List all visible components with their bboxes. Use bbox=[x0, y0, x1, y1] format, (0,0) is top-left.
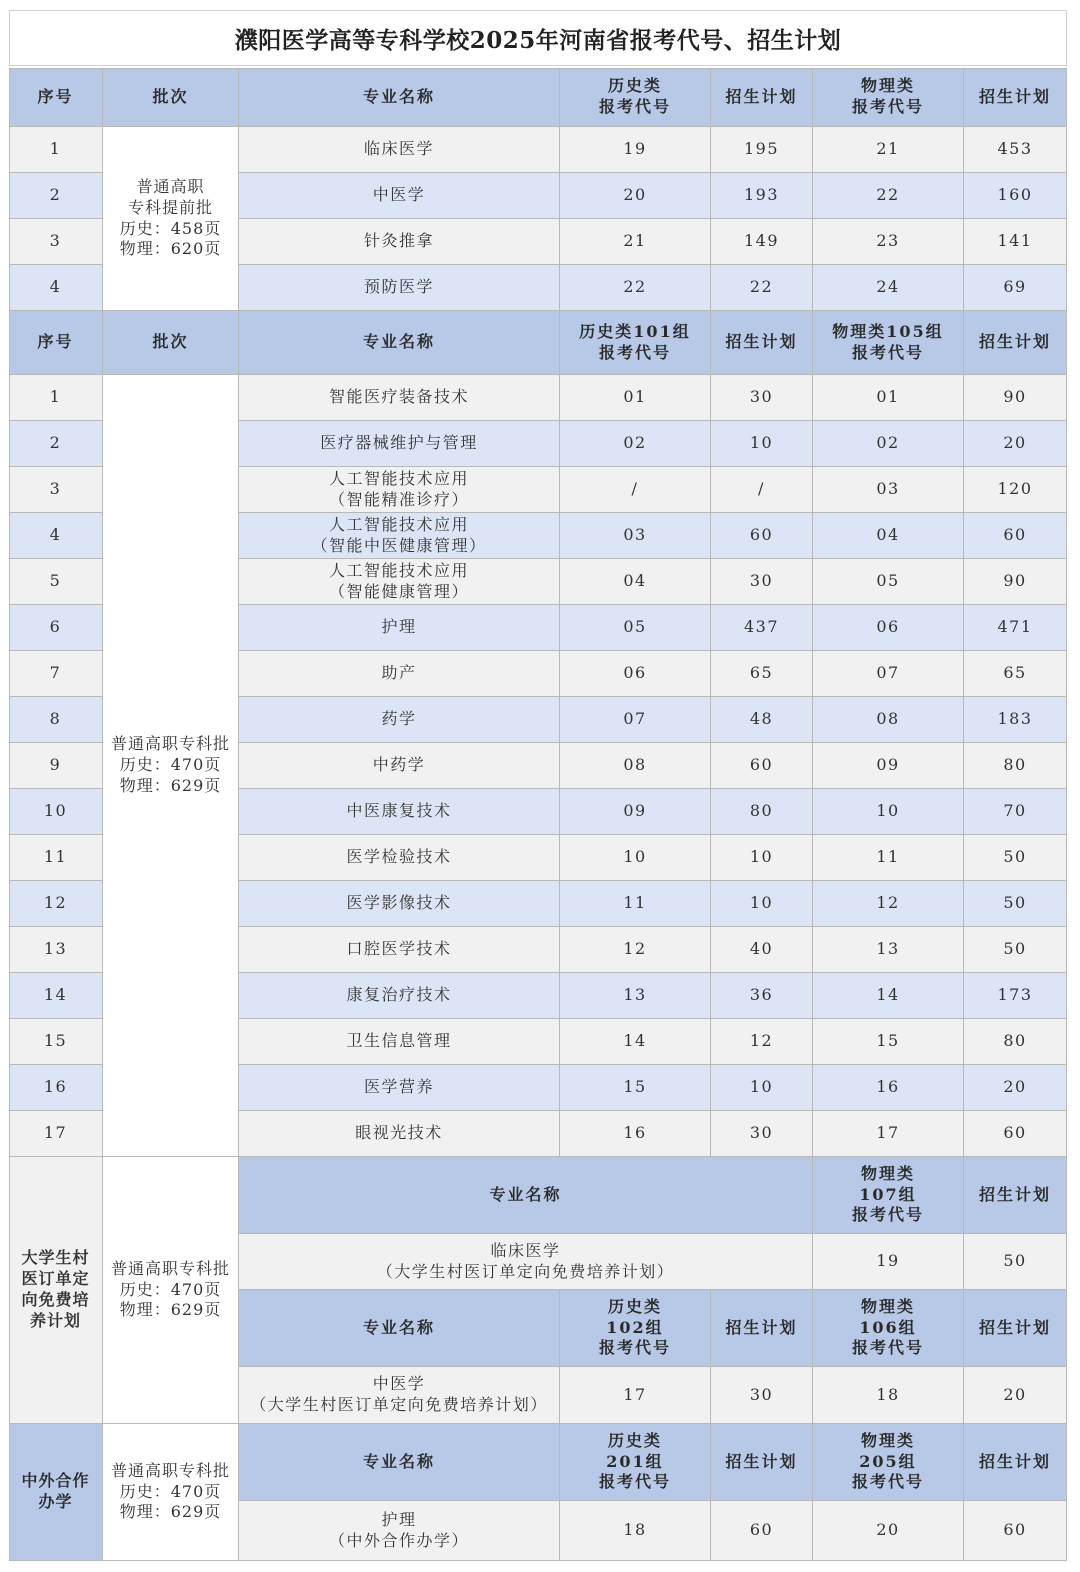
row-history-code: / bbox=[560, 467, 711, 513]
row-serial: 2 bbox=[9, 173, 103, 219]
row-major-name: 临床医学 （大学生村医订单定向免费培养计划） bbox=[239, 1234, 813, 1290]
row-history-plan: 30 bbox=[711, 1111, 813, 1157]
header-serial: 序号 bbox=[9, 68, 103, 127]
row-physics-plan: 160 bbox=[964, 173, 1067, 219]
row-history-plan: 10 bbox=[711, 421, 813, 467]
batch-cell: 普通高职专科批 历史：470页 物理：629页 bbox=[103, 375, 239, 1157]
row-physics-plan: 50 bbox=[964, 1234, 1067, 1290]
row-major-name: 人工智能技术应用 （智能中医健康管理） bbox=[239, 513, 560, 559]
row-history-code: 12 bbox=[560, 927, 711, 973]
row-physics-code: 20 bbox=[813, 1501, 964, 1561]
row-physics-code: 06 bbox=[813, 605, 964, 651]
row-history-code: 13 bbox=[560, 973, 711, 1019]
row-history-code: 09 bbox=[560, 789, 711, 835]
header-serial: 序号 bbox=[9, 311, 103, 375]
row-physics-plan: 453 bbox=[964, 127, 1067, 173]
row-physics-plan: 80 bbox=[964, 743, 1067, 789]
row-physics-plan: 60 bbox=[964, 1501, 1067, 1561]
row-history-code: 05 bbox=[560, 605, 711, 651]
header-physics-code: 物理类 报考代号 bbox=[813, 68, 964, 127]
header-major: 专业名称 bbox=[239, 1290, 560, 1367]
row-history-code: 20 bbox=[560, 173, 711, 219]
row-major-name: 智能医疗装备技术 bbox=[239, 375, 560, 421]
row-physics-plan: 50 bbox=[964, 835, 1067, 881]
row-history-plan: 60 bbox=[711, 513, 813, 559]
row-physics-code: 13 bbox=[813, 927, 964, 973]
row-physics-code: 09 bbox=[813, 743, 964, 789]
row-history-code: 19 bbox=[560, 127, 711, 173]
row-physics-plan: 69 bbox=[964, 265, 1067, 311]
row-physics-code: 10 bbox=[813, 789, 964, 835]
row-history-plan: 437 bbox=[711, 605, 813, 651]
row-serial: 3 bbox=[9, 467, 103, 513]
row-major-name: 人工智能技术应用 （智能精准诊疗） bbox=[239, 467, 560, 513]
row-physics-plan: 20 bbox=[964, 421, 1067, 467]
row-major-name: 护理 （中外合作办学） bbox=[239, 1501, 560, 1561]
row-history-plan: 80 bbox=[711, 789, 813, 835]
row-history-code: 08 bbox=[560, 743, 711, 789]
header-physics-code: 物理类 107组 报考代号 bbox=[813, 1157, 964, 1234]
row-serial: 15 bbox=[9, 1019, 103, 1065]
row-major-name: 卫生信息管理 bbox=[239, 1019, 560, 1065]
row-history-plan: 195 bbox=[711, 127, 813, 173]
row-physics-code: 14 bbox=[813, 973, 964, 1019]
row-history-plan: 10 bbox=[711, 881, 813, 927]
row-history-plan: 48 bbox=[711, 697, 813, 743]
row-physics-plan: 70 bbox=[964, 789, 1067, 835]
row-physics-code: 05 bbox=[813, 559, 964, 605]
row-physics-plan: 60 bbox=[964, 1111, 1067, 1157]
row-physics-plan: 50 bbox=[964, 881, 1067, 927]
row-history-code: 02 bbox=[560, 421, 711, 467]
row-history-plan: / bbox=[711, 467, 813, 513]
row-major-name: 中医学 （大学生村医订单定向免费培养计划） bbox=[239, 1367, 560, 1424]
row-history-plan: 10 bbox=[711, 1065, 813, 1111]
header-history-code: 历史类 报考代号 bbox=[560, 68, 711, 127]
row-physics-plan: 65 bbox=[964, 651, 1067, 697]
row-physics-code: 03 bbox=[813, 467, 964, 513]
row-physics-code: 18 bbox=[813, 1367, 964, 1424]
row-physics-plan: 80 bbox=[964, 1019, 1067, 1065]
row-serial: 1 bbox=[9, 127, 103, 173]
header-plan: 招生计划 bbox=[964, 68, 1067, 127]
row-major-name: 口腔医学技术 bbox=[239, 927, 560, 973]
row-major-name: 医学营养 bbox=[239, 1065, 560, 1111]
row-history-plan: 30 bbox=[711, 1367, 813, 1424]
row-serial: 16 bbox=[9, 1065, 103, 1111]
header-plan: 招生计划 bbox=[711, 311, 813, 375]
row-serial: 9 bbox=[9, 743, 103, 789]
row-physics-code: 04 bbox=[813, 513, 964, 559]
header-plan: 招生计划 bbox=[964, 1424, 1067, 1501]
row-serial: 4 bbox=[9, 513, 103, 559]
row-physics-plan: 173 bbox=[964, 973, 1067, 1019]
row-serial: 13 bbox=[9, 927, 103, 973]
row-physics-code: 01 bbox=[813, 375, 964, 421]
row-physics-plan: 471 bbox=[964, 605, 1067, 651]
row-major-name: 药学 bbox=[239, 697, 560, 743]
row-physics-code: 08 bbox=[813, 697, 964, 743]
row-serial: 14 bbox=[9, 973, 103, 1019]
header-plan: 招生计划 bbox=[964, 1157, 1067, 1234]
row-physics-plan: 120 bbox=[964, 467, 1067, 513]
row-physics-plan: 90 bbox=[964, 375, 1067, 421]
row-serial: 12 bbox=[9, 881, 103, 927]
row-serial: 10 bbox=[9, 789, 103, 835]
page-title: 濮阳医学高等专科学校2025年河南省报考代号、招生计划 bbox=[9, 10, 1067, 66]
row-history-plan: 22 bbox=[711, 265, 813, 311]
row-history-code: 10 bbox=[560, 835, 711, 881]
batch-cell: 普通高职 专科提前批 历史：458页 物理：620页 bbox=[103, 127, 239, 311]
row-major-name: 中药学 bbox=[239, 743, 560, 789]
header-history-code: 历史类 102组 报考代号 bbox=[560, 1290, 711, 1367]
header-major: 专业名称 bbox=[239, 68, 560, 127]
row-physics-code: 22 bbox=[813, 173, 964, 219]
row-major-name: 康复治疗技术 bbox=[239, 973, 560, 1019]
row-history-code: 06 bbox=[560, 651, 711, 697]
row-major-name: 眼视光技术 bbox=[239, 1111, 560, 1157]
row-history-plan: 12 bbox=[711, 1019, 813, 1065]
row-serial: 17 bbox=[9, 1111, 103, 1157]
row-serial: 2 bbox=[9, 421, 103, 467]
header-major: 专业名称 bbox=[239, 311, 560, 375]
row-physics-code: 12 bbox=[813, 881, 964, 927]
row-history-plan: 193 bbox=[711, 173, 813, 219]
row-serial: 5 bbox=[9, 559, 103, 605]
row-physics-plan: 20 bbox=[964, 1367, 1067, 1424]
header-major: 专业名称 bbox=[239, 1424, 560, 1501]
row-major-name: 人工智能技术应用 （智能健康管理） bbox=[239, 559, 560, 605]
row-history-code: 04 bbox=[560, 559, 711, 605]
row-history-plan: 30 bbox=[711, 559, 813, 605]
row-major-name: 中医康复技术 bbox=[239, 789, 560, 835]
row-history-code: 16 bbox=[560, 1111, 711, 1157]
section-label-sino-foreign: 中外合作 办学 bbox=[9, 1424, 103, 1561]
header-plan: 招生计划 bbox=[964, 311, 1067, 375]
row-serial: 1 bbox=[9, 375, 103, 421]
row-history-code: 21 bbox=[560, 219, 711, 265]
row-serial: 4 bbox=[9, 265, 103, 311]
header-history-code: 历史类101组 报考代号 bbox=[560, 311, 711, 375]
row-serial: 8 bbox=[9, 697, 103, 743]
row-physics-plan: 90 bbox=[964, 559, 1067, 605]
row-major-name: 临床医学 bbox=[239, 127, 560, 173]
row-history-code: 18 bbox=[560, 1501, 711, 1561]
row-physics-plan: 50 bbox=[964, 927, 1067, 973]
header-plan: 招生计划 bbox=[964, 1290, 1067, 1367]
row-major-name: 助产 bbox=[239, 651, 560, 697]
row-major-name: 医疗器械维护与管理 bbox=[239, 421, 560, 467]
header-physics-code: 物理类 106组 报考代号 bbox=[813, 1290, 964, 1367]
row-major-name: 中医学 bbox=[239, 173, 560, 219]
row-physics-plan: 183 bbox=[964, 697, 1067, 743]
row-history-code: 01 bbox=[560, 375, 711, 421]
row-history-plan: 40 bbox=[711, 927, 813, 973]
row-history-plan: 36 bbox=[711, 973, 813, 1019]
row-major-name: 医学检验技术 bbox=[239, 835, 560, 881]
row-major-name: 医学影像技术 bbox=[239, 881, 560, 927]
batch-cell: 普通高职专科批 历史：470页 物理：629页 bbox=[103, 1424, 239, 1561]
row-history-plan: 30 bbox=[711, 375, 813, 421]
section-label-village-doctor: 大学生村 医订单定 向免费培 养计划 bbox=[9, 1157, 103, 1424]
row-physics-code: 15 bbox=[813, 1019, 964, 1065]
header-batch: 批次 bbox=[103, 68, 239, 127]
row-history-code: 07 bbox=[560, 697, 711, 743]
row-physics-plan: 141 bbox=[964, 219, 1067, 265]
row-physics-code: 16 bbox=[813, 1065, 964, 1111]
row-physics-code: 17 bbox=[813, 1111, 964, 1157]
header-plan: 招生计划 bbox=[711, 1290, 813, 1367]
row-history-plan: 60 bbox=[711, 1501, 813, 1561]
row-history-code: 22 bbox=[560, 265, 711, 311]
row-physics-code: 11 bbox=[813, 835, 964, 881]
header-major: 专业名称 bbox=[239, 1157, 813, 1234]
row-history-code: 17 bbox=[560, 1367, 711, 1424]
row-history-code: 03 bbox=[560, 513, 711, 559]
row-history-plan: 60 bbox=[711, 743, 813, 789]
header-physics-code: 物理类 205组 报考代号 bbox=[813, 1424, 964, 1501]
row-physics-code: 07 bbox=[813, 651, 964, 697]
header-physics-code: 物理类105组 报考代号 bbox=[813, 311, 964, 375]
header-batch: 批次 bbox=[103, 311, 239, 375]
batch-cell: 普通高职专科批 历史：470页 物理：629页 bbox=[103, 1157, 239, 1424]
header-history-code: 历史类 201组 报考代号 bbox=[560, 1424, 711, 1501]
row-physics-code: 24 bbox=[813, 265, 964, 311]
header-plan: 招生计划 bbox=[711, 1424, 813, 1501]
row-physics-plan: 20 bbox=[964, 1065, 1067, 1111]
row-major-name: 护理 bbox=[239, 605, 560, 651]
row-history-plan: 10 bbox=[711, 835, 813, 881]
row-history-code: 14 bbox=[560, 1019, 711, 1065]
row-history-code: 15 bbox=[560, 1065, 711, 1111]
header-plan: 招生计划 bbox=[711, 68, 813, 127]
row-physics-code: 19 bbox=[813, 1234, 964, 1290]
row-physics-code: 21 bbox=[813, 127, 964, 173]
row-history-code: 11 bbox=[560, 881, 711, 927]
row-history-plan: 149 bbox=[711, 219, 813, 265]
row-serial: 6 bbox=[9, 605, 103, 651]
row-serial: 7 bbox=[9, 651, 103, 697]
row-physics-code: 02 bbox=[813, 421, 964, 467]
row-physics-plan: 60 bbox=[964, 513, 1067, 559]
row-serial: 11 bbox=[9, 835, 103, 881]
row-major-name: 预防医学 bbox=[239, 265, 560, 311]
row-serial: 3 bbox=[9, 219, 103, 265]
row-history-plan: 65 bbox=[711, 651, 813, 697]
row-physics-code: 23 bbox=[813, 219, 964, 265]
row-major-name: 针灸推拿 bbox=[239, 219, 560, 265]
